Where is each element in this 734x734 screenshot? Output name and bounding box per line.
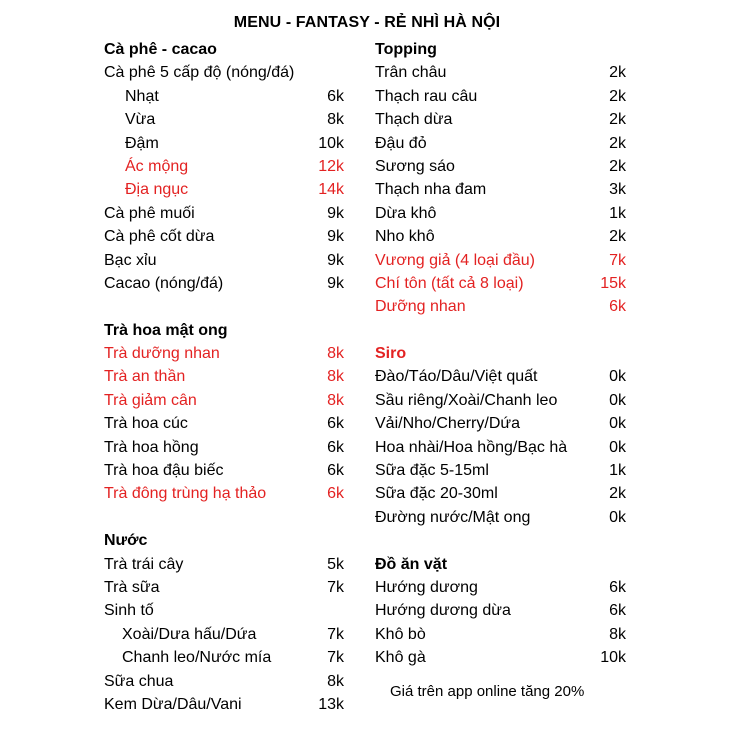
menu-item-name: Trà hoa hồng	[104, 438, 199, 456]
menu-item	[104, 646, 344, 669]
menu-item-price: 1k	[609, 204, 626, 222]
menu-item	[104, 459, 344, 482]
menu-item-name: Dưỡng nhan	[375, 298, 466, 316]
menu-item-name: Hướng dương	[375, 578, 478, 596]
menu-item-price: 9k	[327, 204, 344, 222]
menu-item	[375, 295, 626, 318]
menu-item	[104, 482, 344, 505]
menu-item-price: 8k	[327, 111, 344, 129]
menu-item-price: 8k	[327, 345, 344, 363]
menu-item	[375, 506, 626, 529]
menu-item-price: 2k	[609, 134, 626, 152]
menu-item-name: Thạch nha đam	[375, 181, 487, 199]
menu-item-price: 9k	[327, 274, 344, 292]
menu-item-price: 3k	[609, 181, 626, 199]
menu-item-price: 2k	[609, 64, 626, 82]
menu-item	[104, 623, 344, 646]
menu-item-price: 7k	[327, 578, 344, 596]
menu-item-name: Trà giảm cân	[104, 391, 197, 409]
menu-item-name: Nho khô	[375, 228, 435, 246]
menu-item	[375, 599, 626, 622]
menu-item	[104, 225, 344, 248]
menu-item-name: Sữa đặc 20-30ml	[375, 485, 498, 503]
menu-item	[375, 436, 626, 459]
section-heading-label: Trà hoa mật ong	[104, 321, 228, 339]
menu-item	[104, 412, 344, 435]
menu-item-name: Vương giả (4 loại đầu)	[375, 251, 535, 269]
menu-item-name: Sầu riêng/Xoài/Chanh leo	[375, 391, 558, 409]
section-heading-label: Topping	[375, 41, 437, 58]
menu-item-name: Trà hoa đậu biếc	[104, 462, 224, 480]
section-heading	[104, 38, 344, 61]
menu-item-name: Ác mộng	[125, 157, 189, 175]
menu-item-name: Khô gà	[375, 649, 426, 667]
menu-item	[375, 155, 626, 178]
section-heading	[104, 319, 344, 342]
menu-item-price: 10k	[600, 649, 626, 667]
menu-item-price: 0k	[609, 415, 626, 433]
menu-item	[375, 249, 626, 272]
section-heading-label: Đồ ăn vặt	[375, 555, 448, 573]
menu-item	[375, 623, 626, 646]
menu-item-name: Chí tôn (tất cả 8 loại)	[375, 274, 524, 292]
menu-item	[104, 132, 344, 155]
menu-item	[375, 576, 626, 599]
menu-item-price: 6k	[609, 298, 626, 316]
menu-item-price: 10k	[318, 134, 344, 152]
menu-item-price: 8k	[327, 672, 344, 690]
menu-item-price: 5k	[327, 555, 344, 573]
menu-item	[104, 670, 344, 693]
section-heading	[375, 342, 626, 365]
section-spacer	[375, 319, 626, 342]
menu-item-name: Kem Dừa/Dâu/Vani	[104, 695, 242, 713]
menu-item-name: Vừa	[125, 111, 156, 129]
menu-item	[375, 61, 626, 84]
menu-item-name: Trà trái cây	[104, 555, 184, 573]
menu-item-name: Trà an thần	[104, 368, 186, 386]
menu-column-right	[375, 38, 626, 670]
menu-item	[104, 693, 344, 716]
menu-item-price: 6k	[609, 578, 626, 596]
menu-item-price: 9k	[327, 228, 344, 246]
menu-item-price: 7k	[327, 649, 344, 667]
menu-item-name: Cacao (nóng/đá)	[104, 274, 224, 292]
menu-item-name: Sinh tố	[104, 602, 154, 620]
menu-item-name: Trân châu	[375, 64, 447, 82]
menu-column-left	[104, 38, 344, 716]
menu-title: MENU - FANTASY - RẺ NHÌ HÀ NỘI	[233, 14, 501, 31]
menu-item	[104, 389, 344, 412]
menu-item-name: Hoa nhài/Hoa hồng/Bạc hà	[375, 438, 568, 456]
menu-item-name: Bạc xỉu	[104, 251, 157, 269]
menu-item-price: 1k	[609, 462, 626, 480]
menu-item	[104, 108, 344, 131]
menu-item-price: 8k	[609, 625, 626, 643]
menu-item	[375, 482, 626, 505]
menu-item	[104, 342, 344, 365]
menu-item-name: Vải/Nho/Cherry/Dứa	[375, 415, 520, 433]
menu-item-price: 6k	[327, 415, 344, 433]
menu-item-name: Sữa đặc 5-15ml	[375, 462, 489, 480]
menu-item	[104, 436, 344, 459]
menu-item	[104, 85, 344, 108]
menu-item	[104, 272, 344, 295]
section-heading-label: Nước	[104, 532, 148, 550]
menu-item-price: 9k	[327, 251, 344, 269]
menu-item-price: 2k	[609, 485, 626, 503]
menu-item-price: 6k	[327, 485, 344, 503]
section-heading-label: Cà phê - cacao	[104, 41, 217, 58]
menu-item-price: 0k	[609, 391, 626, 409]
menu-item	[375, 389, 626, 412]
menu-item-price: 6k	[327, 438, 344, 456]
menu-item	[104, 155, 344, 178]
section-spacer	[375, 529, 626, 552]
menu-item-price: 2k	[609, 87, 626, 105]
menu-item	[104, 61, 344, 84]
menu-item	[104, 599, 344, 622]
menu-item-price: 2k	[609, 111, 626, 129]
menu-item	[375, 108, 626, 131]
price-note: Giá trên app online tăng 20%	[390, 683, 585, 700]
menu-item	[375, 272, 626, 295]
menu-item	[375, 202, 626, 225]
menu-item-price: 12k	[318, 157, 344, 175]
menu-item-price: 7k	[609, 251, 626, 269]
menu-item-name: Thạch dừa	[375, 111, 453, 129]
menu-item-name: Đường nước/Mật ong	[375, 508, 531, 526]
menu-item	[375, 132, 626, 155]
menu-item-price: 6k	[327, 462, 344, 480]
menu-item-name: Sương sáo	[375, 157, 455, 175]
menu-item	[375, 225, 626, 248]
menu-item-name: Dừa khô	[375, 204, 437, 222]
menu-item	[104, 202, 344, 225]
menu-item-price: 6k	[609, 602, 626, 620]
menu-item-name: Thạch rau câu	[375, 87, 478, 105]
menu-item	[104, 249, 344, 272]
menu-item-price: 0k	[609, 368, 626, 386]
menu-item	[104, 178, 344, 201]
menu-item-price: 0k	[609, 508, 626, 526]
menu-item-name: Trà đông trùng hạ thảo	[104, 485, 267, 503]
section-heading	[375, 553, 626, 576]
menu-item	[375, 365, 626, 388]
menu-item-name: Xoài/Dưa hấu/Dứa	[122, 625, 257, 643]
menu-item-name: Hướng dương dừa	[375, 602, 511, 620]
menu-item-name: Sữa chua	[104, 672, 174, 690]
menu-item-price: 0k	[609, 438, 626, 456]
menu-item-name: Trà sữa	[104, 578, 160, 596]
section-heading	[104, 529, 344, 552]
section-spacer	[104, 506, 344, 529]
menu-item-name: Cà phê muối	[104, 204, 195, 222]
menu-item	[375, 459, 626, 482]
menu-item-price: 2k	[609, 228, 626, 246]
menu-item-price: 13k	[318, 695, 344, 713]
menu-item	[104, 365, 344, 388]
menu-item	[375, 646, 626, 669]
menu-item-name: Địa ngục	[125, 181, 189, 199]
menu-item-name: Khô bò	[375, 625, 426, 643]
menu-item	[375, 178, 626, 201]
menu-item-price: 14k	[318, 181, 344, 199]
menu-item-name: Đậm	[125, 134, 159, 152]
section-heading	[375, 38, 626, 61]
menu-item-name: Chanh leo/Nước mía	[122, 649, 272, 667]
menu-item-price: 6k	[327, 87, 344, 105]
menu-item-price: 7k	[327, 625, 344, 643]
menu-item-name: Cà phê 5 cấp độ (nóng/đá)	[104, 64, 295, 82]
menu-item-name: Đậu đỏ	[375, 134, 427, 152]
section-heading-label: Siro	[375, 345, 407, 363]
menu-item-name: Đào/Táo/Dâu/Việt quất	[375, 368, 538, 386]
menu-item	[104, 553, 344, 576]
menu-item	[104, 576, 344, 599]
menu-item-price: 8k	[327, 391, 344, 409]
menu-item-name: Cà phê cốt dừa	[104, 228, 215, 246]
menu-item-name: Trà hoa cúc	[104, 415, 188, 433]
menu-item-price: 2k	[609, 157, 626, 175]
section-spacer	[104, 295, 344, 318]
menu-item-price: 15k	[600, 274, 626, 292]
menu-item-name: Trà dưỡng nhan	[104, 345, 220, 363]
menu-item-price: 8k	[327, 368, 344, 386]
menu-item	[375, 85, 626, 108]
menu-item-name: Nhạt	[125, 87, 159, 105]
menu-item	[375, 412, 626, 435]
